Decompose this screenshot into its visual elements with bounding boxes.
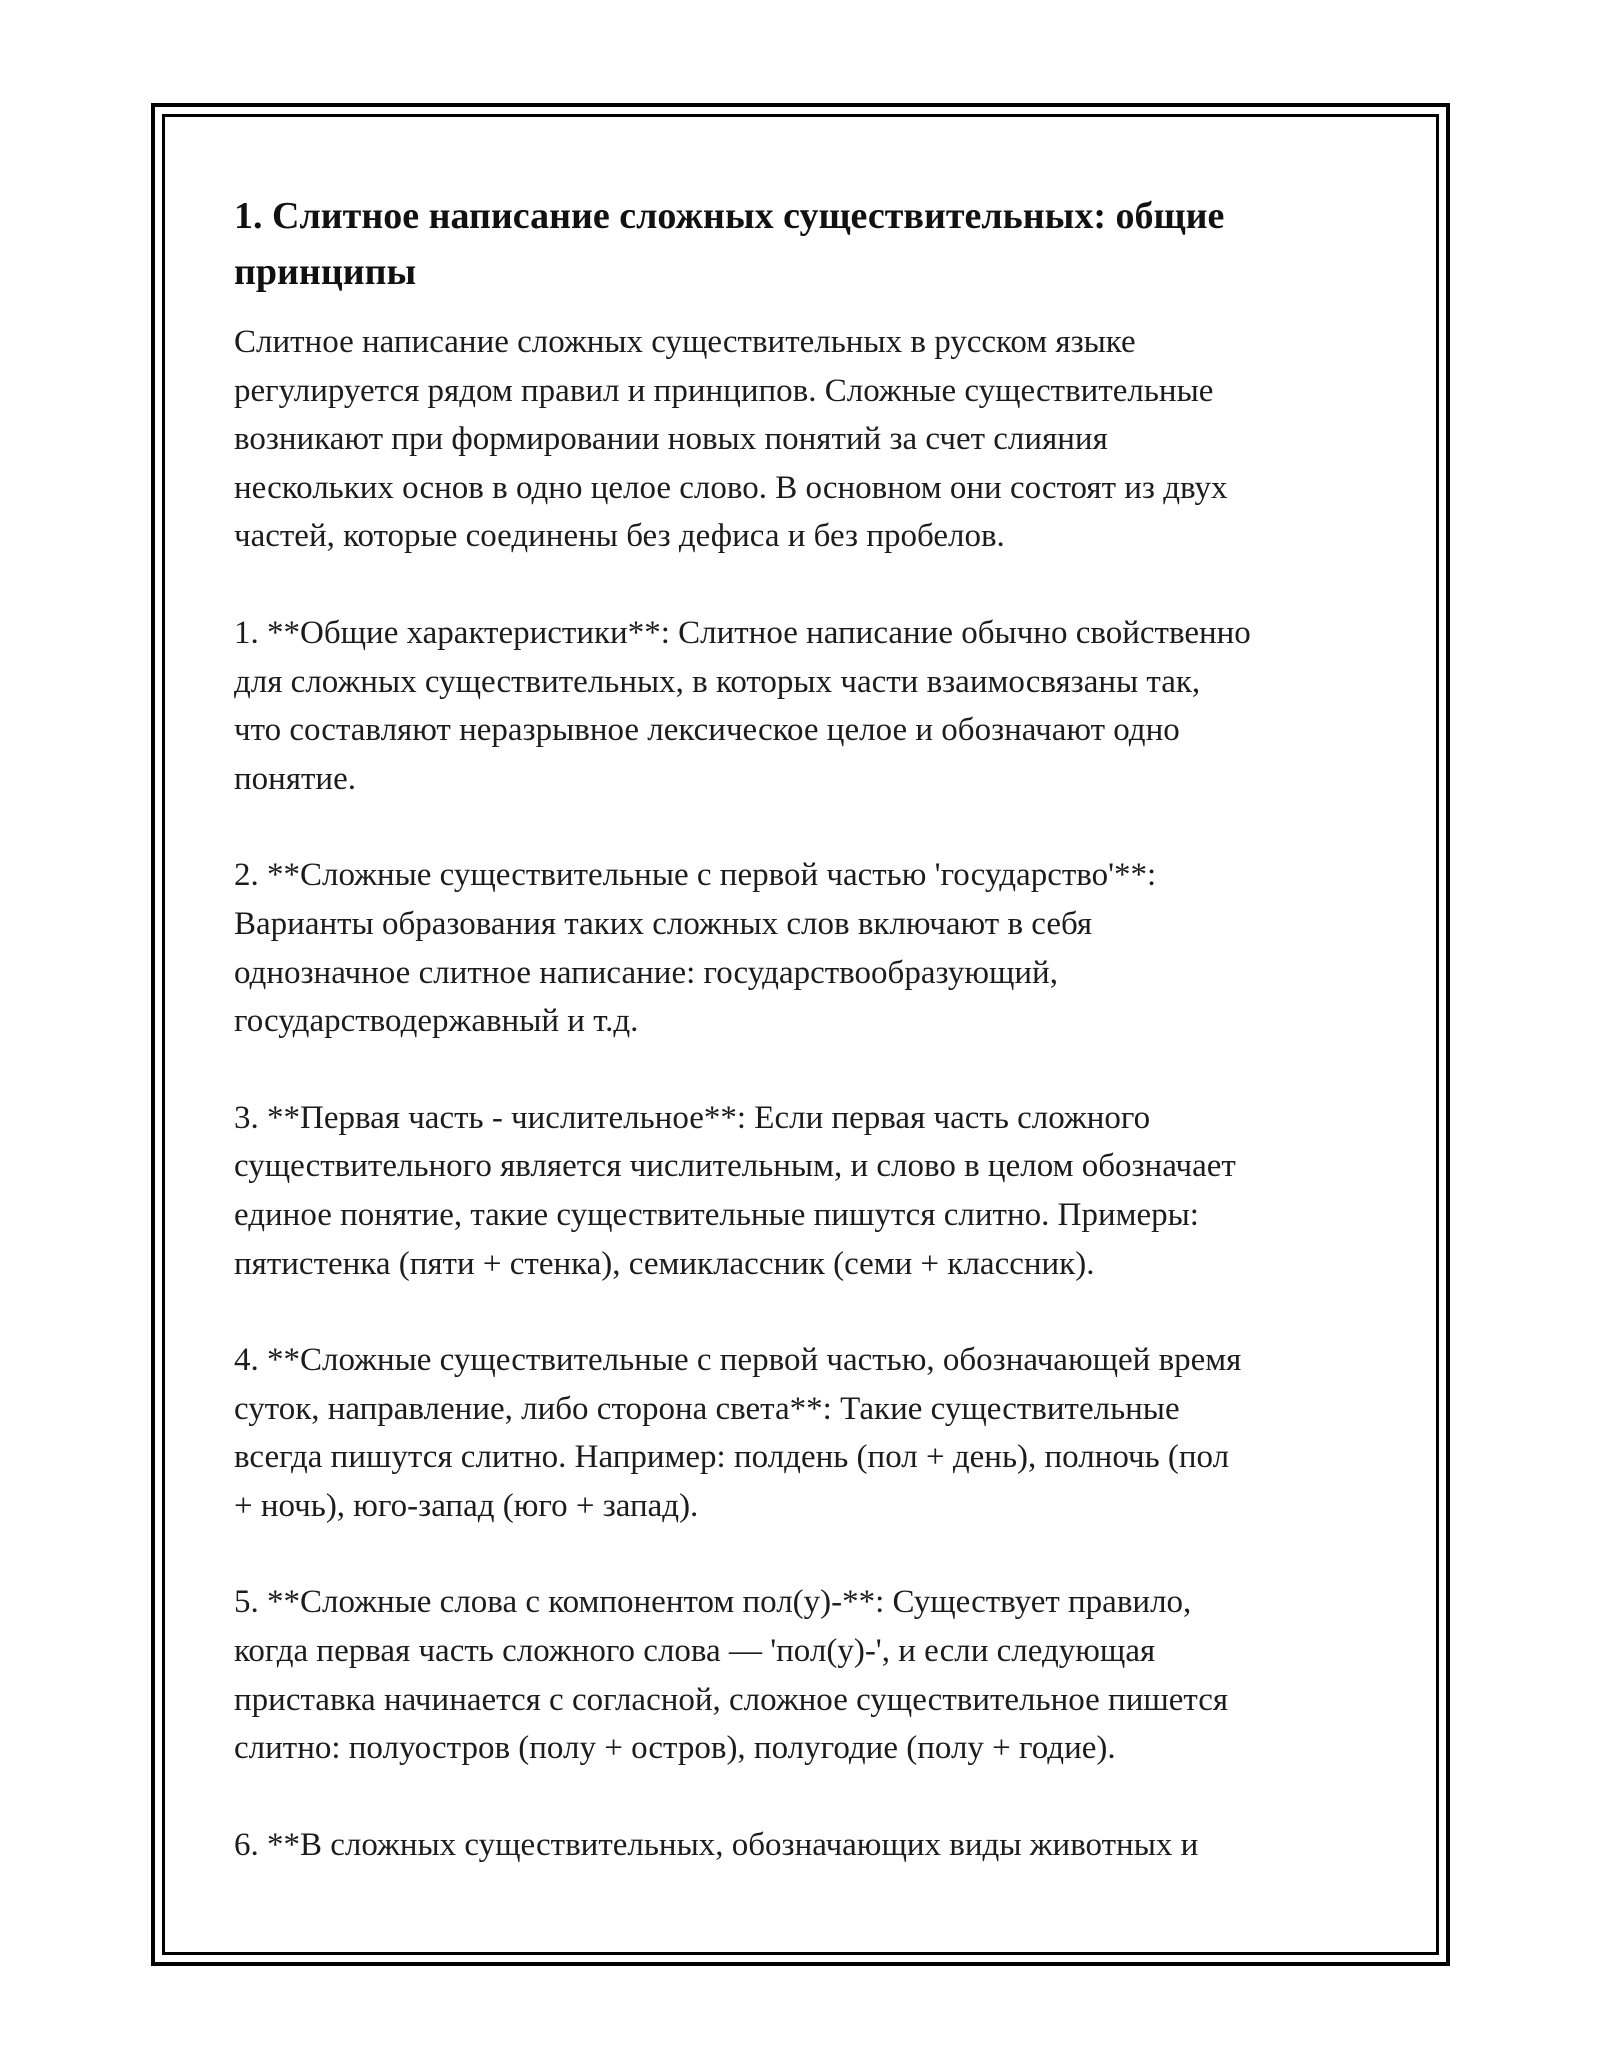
list-item-4: 4. **Сложные существительные с первой частью, обозначающей время суток, направление, либо сторона света**: Такие существительные всегда пишутся слитно. Например: полдень (пол + день), полночь (пол + ночь), юго-запад (юго + запад).: [234, 1342, 1242, 1524]
list-item-3: 3. **Первая часть - числительное**: Если первая часть сложного существительного является числительным, и слово в целом обозначает единое понятие, такие существительные пишутся слитно. Примеры: пятистенка (пяти + стенка), семиклассник (семи + классник).: [234, 1099, 1236, 1282]
list-item-2: 2. **Сложные существительные с первой частью 'государство'**: Варианты образования таких сложных слов включают в себя однозначное слитное написание: государствообразующий, государстводержавный и т.д.: [234, 857, 1157, 1040]
list-item-5: 5. **Сложные слова с компонентом пол(у)-**: Существует правило, когда первая часть сложного слова — 'пол(у)-', и если следующая приставка начинается с согласной, сложное существительное пишется слитно: полуостров (полу + остров), полугодие (полу + годие).: [234, 1584, 1229, 1767]
section-heading: 1. Слитное написание сложных существительных: общие принципы: [234, 195, 1225, 293]
document-content: [234, 188, 1374, 1869]
list-item-6: 6. **В сложных существительных, обозначающих виды животных и: [234, 1826, 1199, 1863]
intro-paragraph: Слитное написание сложных существительных в русском языке регулируется рядом правил и принципов. Сложные существительные возникают при формировании новых понятий за счет слияния нескольких основ в одно целое слово. В основном они состоят из двух частей, которые соединены без дефиса и без пробелов.: [234, 324, 1228, 555]
list-item-1: 1. **Общие характеристики**: Слитное написание обычно свойственно для сложных существительных, в которых части взаимосвязаны так, что составляют неразрывное лексическое целое и обозначают одно понятие.: [234, 614, 1251, 797]
